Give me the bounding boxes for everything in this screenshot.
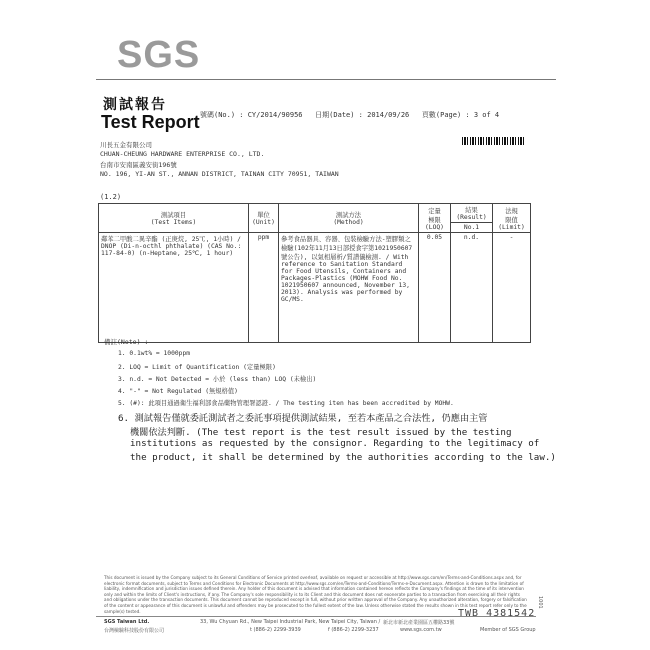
table-row <box>99 233 531 343</box>
header-method: 測試方法 (Method) <box>279 204 419 233</box>
cell-method: 參考食品器具、容器、包裝檢驗方法-塑膠類之檢驗(102年11月13日部授食字第1021950607號公告), 以氣相層析/質譜儀檢測. / With reference to Sanitation Standard for Food Utensils, Containers and Packages-Plastics (MOHW Food No. 1021950607 announced, November 13, 2013). Analysis was performed by GC/MS. <box>279 233 419 343</box>
client-address-zh: 台南市安南區義安街196號 <box>100 161 177 169</box>
notes-title: 備註(Note) : <box>104 338 149 346</box>
client-name-en: CHUAN-CHEUNG HARDWARE ENTERPRISE CO., LTD. <box>100 150 265 158</box>
results-table <box>98 203 531 343</box>
report-title-zh: 測試報告 <box>103 97 167 113</box>
report-number: 號碼(No.) : CY/2014/90956 <box>200 111 303 119</box>
table-header-row <box>99 204 531 223</box>
note-item: 5. (#): 此項目通過衛生福利部食品藥物管理署認證. / The testing iten has been accredited by MOHW. <box>118 400 454 407</box>
cell-unit: ppm <box>249 233 279 343</box>
report-page-count: 頁數(Page) : 3 of 4 <box>421 111 500 119</box>
header-result: 結果 (Result) <box>451 204 493 223</box>
footer-address-en: 33, Wu Chyuan Rd., New Taipei Industrial Park, New Taipei City, Taiwan / <box>200 619 381 625</box>
note-item: 2. LOQ = Limit of Quantification (定量極限) <box>118 364 276 371</box>
client-name-zh: 川長五金有限公司 <box>100 141 152 149</box>
legal-note-line: 機關依法判斷. (The test report is the test result issued by the testing <box>130 427 512 438</box>
logo-rule <box>96 79 556 80</box>
header-test-items: 測試項目 (Test Items) <box>99 204 249 233</box>
note-item: 1. 0.1wt% = 1000ppm <box>118 350 191 357</box>
header-unit: 單位 (Unit) <box>249 204 279 233</box>
footer-company-zh: 台灣檢驗科技股份有限公司 <box>104 628 165 634</box>
footer-fax: f (886-2) 2299-3237 <box>328 627 379 633</box>
side-code: 1001 <box>537 596 543 609</box>
legal-note-line: institutions as requested by the consignor. Regarding to the legitimacy of <box>130 438 540 449</box>
header-limit: 法規 限值 (Limit) <box>493 204 531 233</box>
footer-phone: t (886-2) 2299-3939 <box>250 627 301 633</box>
footer-address-zh: 新北市新北產業園區五權路33號 <box>383 620 455 626</box>
legal-note-line: 6. 測試報告僅就委託測試者之委託事項提供測試結果, 至若本產品之合法性, 仍應由主管 <box>118 413 488 424</box>
footer-member: Member of SGS Group <box>480 627 536 633</box>
barcode-icon <box>462 137 526 145</box>
cell-test-item: 鄰苯二甲酸二異辛酯 (正庚烷, 25℃, 1小時) / DNOP (Di-n-octhl phthalate) (CAS No.: 117-84-0) (n-Heptane, 25℃, 1 hour) <box>99 233 249 343</box>
client-address-en: NO. 196, YI-AN ST., ANNAN DISTRICT, TAINAN CITY 70951, TAIWAN <box>100 170 339 178</box>
footer-web[interactable]: www.sgs.com.tw <box>400 627 442 633</box>
report-title-en: Test Report <box>101 112 200 132</box>
section-label: (1.2) <box>100 193 122 201</box>
cell-result: n.d. <box>451 233 493 343</box>
note-item: 4. "-" = Not Regulated (無規格值) <box>118 388 238 395</box>
cell-loq: 0.05 <box>419 233 451 343</box>
disclaimer-text: This document is issued by the Company subject to its General Conditions of Service printed overleaf, available on request or accessible at http://www.sgs.com/en/Terms-and-Conditions.aspx and, for electronic format documents, subject to Terms and Conditions for Electronic Documents at http://www.sgs.com/en/Terms-and-Conditions/Terms-e-Document.aspx. Attention is drawn to the limitation of liability, indemnification and jurisdiction issues defined therein. Any holder of this document is advised that information contained hereon reflects the Company's findings at the time of its intervention only and within the limits of Client's instructions, if any. The Company's sole responsibility is to its Client and this document does not exonerate parties to a transaction from exercising all their rights and obligations under the transaction documents. This document cannot be reproduced except in full, without prior written approval of the Company. Any unauthorized alteration, forgery or falsification of the content or appearance of this document is unlawful and offenders may be prosecuted to the fullest extent of the law. Unless otherwise stated the results shown in this test report refer only to the sample(s) tested. <box>104 575 527 614</box>
report-meta <box>200 110 499 120</box>
footer-company-en: SGS Taiwan Ltd. <box>104 619 150 625</box>
sgs-logo: SGS <box>117 34 201 76</box>
serial-number: TWB 4381542 <box>458 608 536 619</box>
header-sample-no: No.1 <box>451 223 493 233</box>
note-item: 3. n.d. = Not Detected = 小於 (less than) LOQ (未檢出) <box>118 376 317 383</box>
cell-limit: - <box>493 233 531 343</box>
report-date: 日期(Date) : 2014/09/26 <box>315 111 410 119</box>
header-loq: 定量 極限 (LOQ) <box>419 204 451 233</box>
legal-note-line: the product, it shall be determined by the authorities according to the law.) <box>130 452 556 463</box>
